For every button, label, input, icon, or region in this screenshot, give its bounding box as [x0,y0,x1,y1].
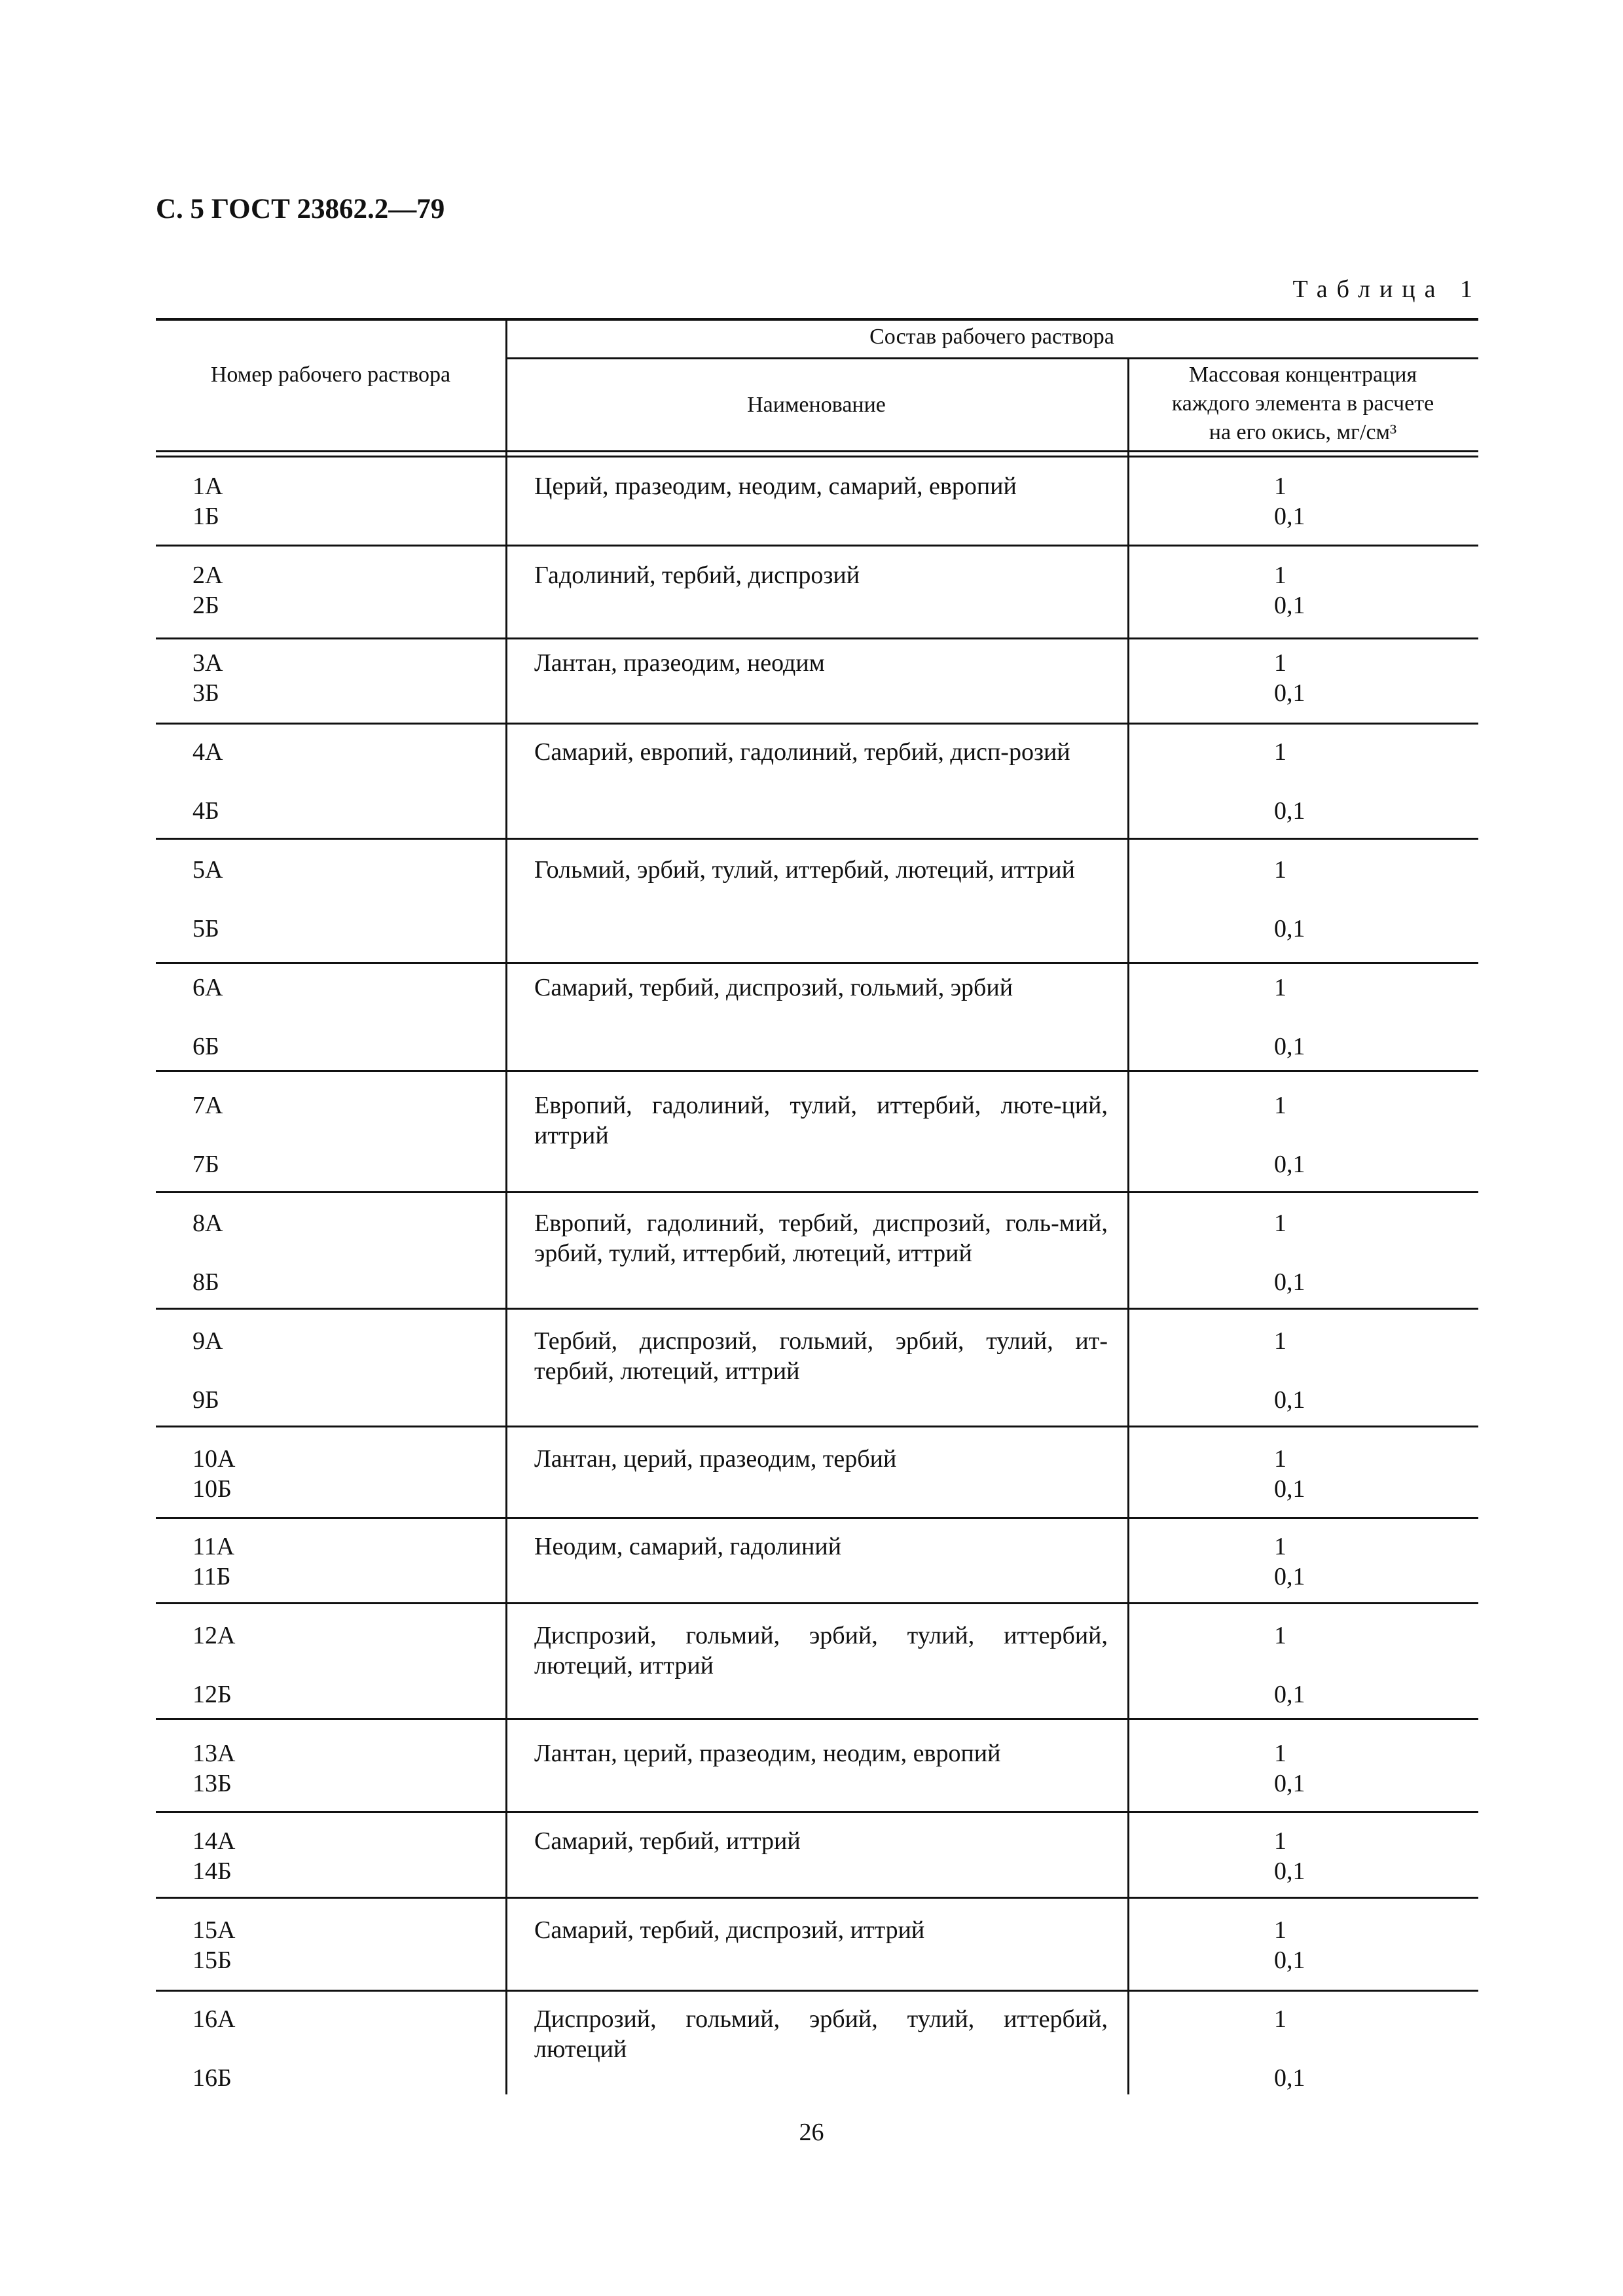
table-rule [156,723,1478,725]
row-concentration-a: 1 [1274,1210,1286,1237]
row-concentration-a: 1 [1274,562,1286,589]
row-number-b: 12Б [192,1681,232,1708]
row-elements: Диспрозий, гольмий, эрбий, тулий, иттербий, лютеций [534,2005,1108,2063]
row-concentration-a: 1 [1274,1445,1286,1473]
row-concentration-b: 0,1 [1274,1946,1305,1974]
row-number-b: 15Б [192,1946,232,1974]
row-number-b: 3Б [192,679,219,707]
row-concentration-b: 0,1 [1274,1681,1305,1708]
row-elements: Европий, гадолиний, тулий, иттербий, люте-ций, иттрий [534,1092,1108,1149]
row-number-b: 13Б [192,1770,232,1797]
table-rule [156,318,1478,321]
row-concentration-b: 0,1 [1274,915,1305,942]
row-concentration-b: 0,1 [1274,503,1305,530]
row-concentration-a: 1 [1274,649,1286,677]
table-rule [156,1602,1478,1604]
row-concentration-b: 0,1 [1274,1770,1305,1797]
row-number-b: 5Б [192,915,219,942]
row-concentration-a: 1 [1274,1827,1286,1855]
column-divider [505,318,507,2094]
row-concentration-b: 0,1 [1274,1268,1305,1296]
row-elements: Самарий, тербий, диспрозий, иттрий [534,1916,925,1944]
header-number: Номер рабочего раствора [210,363,451,387]
row-number-a: 14А [192,1827,236,1855]
row-concentration-a: 1 [1274,1740,1286,1767]
row-concentration-a: 1 [1274,1916,1286,1944]
row-concentration-b: 0,1 [1274,2064,1305,2092]
row-number-a: 10А [192,1445,236,1473]
row-number-b: 10Б [192,1475,232,1503]
header-composition: Состав рабочего раствора [869,325,1114,349]
row-concentration-b: 0,1 [1274,1033,1305,1060]
row-elements: Диспрозий, гольмий, эрбий, тулий, иттербий, лютеций, иттрий [534,1622,1108,1679]
row-number-b: 11Б [192,1563,231,1590]
row-number-b: 9Б [192,1386,219,1414]
row-number-a: 2А [192,562,223,589]
page-number: 26 [799,2119,824,2146]
row-concentration-a: 1 [1274,473,1286,500]
row-elements: Самарий, тербий, диспрозий, гольмий, эрбий [534,974,1013,1001]
row-concentration-a: 1 [1274,1533,1286,1560]
table-rule [156,962,1478,964]
row-concentration-b: 0,1 [1274,797,1305,825]
table-rule [156,1426,1478,1427]
header-name: Наименование [747,393,886,417]
row-number-b: 2Б [192,592,219,619]
row-number-a: 3А [192,649,223,677]
row-number-b: 7Б [192,1151,219,1178]
row-number-a: 8А [192,1210,223,1237]
table-rule [156,545,1478,547]
row-number-b: 14Б [192,1857,232,1885]
row-concentration-a: 1 [1274,738,1286,766]
table-rule [156,1191,1478,1193]
row-concentration-a: 1 [1274,1327,1286,1355]
table-rule [156,838,1478,840]
row-number-b: 4Б [192,797,219,825]
row-number-a: 11А [192,1533,235,1560]
row-number-a: 1А [192,473,223,500]
row-number-a: 5А [192,856,223,884]
row-concentration-a: 1 [1274,856,1286,884]
row-concentration-b: 0,1 [1274,1857,1305,1885]
table-rule [156,1718,1478,1720]
table-rule [505,357,1478,359]
row-concentration-a: 1 [1274,1622,1286,1649]
row-elements: Гольмий, эрбий, тулий, иттербий, лютеций, иттрий [534,856,1075,884]
row-number-b: 8Б [192,1268,219,1296]
header-concentration-line: каждого элемента в расчете [1171,391,1434,416]
row-concentration-b: 0,1 [1274,1563,1305,1590]
row-number-b: 6Б [192,1033,219,1060]
row-concentration-a: 1 [1274,974,1286,1001]
row-elements: Церий, празеодим, неодим, самарий, европий [534,473,1017,500]
row-number-b: 1Б [192,503,219,530]
row-number-a: 15А [192,1916,236,1944]
table-rule [156,1308,1478,1310]
row-elements: Европий, гадолиний, тербий, диспрозий, голь-мий, эрбий, тулий, иттербий, лютеций, иттрий [534,1210,1108,1267]
table-rule [156,450,1478,452]
row-elements: Самарий, тербий, иттрий [534,1827,801,1855]
document-header: С. 5 ГОСТ 23862.2—79 [156,194,445,224]
row-elements: Тербий, диспрозий, гольмий, эрбий, тулий, ит-тербий, лютеций, иттрий [534,1327,1108,1385]
table-rule [156,1897,1478,1899]
row-number-a: 16А [192,2005,236,2033]
table-rule [156,1070,1478,1072]
row-elements: Самарий, европий, гадолиний, тербий, дисп-розий [534,738,1070,766]
row-number-a: 13А [192,1740,236,1767]
row-concentration-b: 0,1 [1274,679,1305,707]
row-number-a: 6А [192,974,223,1001]
table-label: Таблица 1 [1292,276,1482,303]
row-concentration-b: 0,1 [1274,1386,1305,1414]
row-concentration-b: 0,1 [1274,1151,1305,1178]
table-rule [156,1990,1478,1992]
row-elements: Гадолиний, тербий, диспрозий [534,562,860,589]
row-number-a: 4А [192,738,223,766]
table-rule [156,1517,1478,1519]
header-concentration-line: Массовая концентрация [1188,363,1417,387]
row-concentration-b: 0,1 [1274,592,1305,619]
header-concentration-line: на его окись, мг/см³ [1209,420,1397,444]
row-number-a: 7А [192,1092,223,1119]
row-concentration-a: 1 [1274,1092,1286,1119]
row-elements: Лантан, церий, празеодим, тербий [534,1445,897,1473]
table-rule [156,637,1478,639]
column-divider [1127,357,1129,2094]
row-elements: Лантан, церий, празеодим, неодим, европий [534,1740,1001,1767]
row-elements: Неодим, самарий, гадолиний [534,1533,842,1560]
row-concentration-b: 0,1 [1274,1475,1305,1503]
table-rule [156,456,1478,457]
row-number-a: 12А [192,1622,236,1649]
row-number-b: 16Б [192,2064,232,2092]
row-elements: Лантан, празеодим, неодим [534,649,825,677]
row-number-a: 9А [192,1327,223,1355]
row-concentration-a: 1 [1274,2005,1286,2033]
table-rule [156,1811,1478,1813]
